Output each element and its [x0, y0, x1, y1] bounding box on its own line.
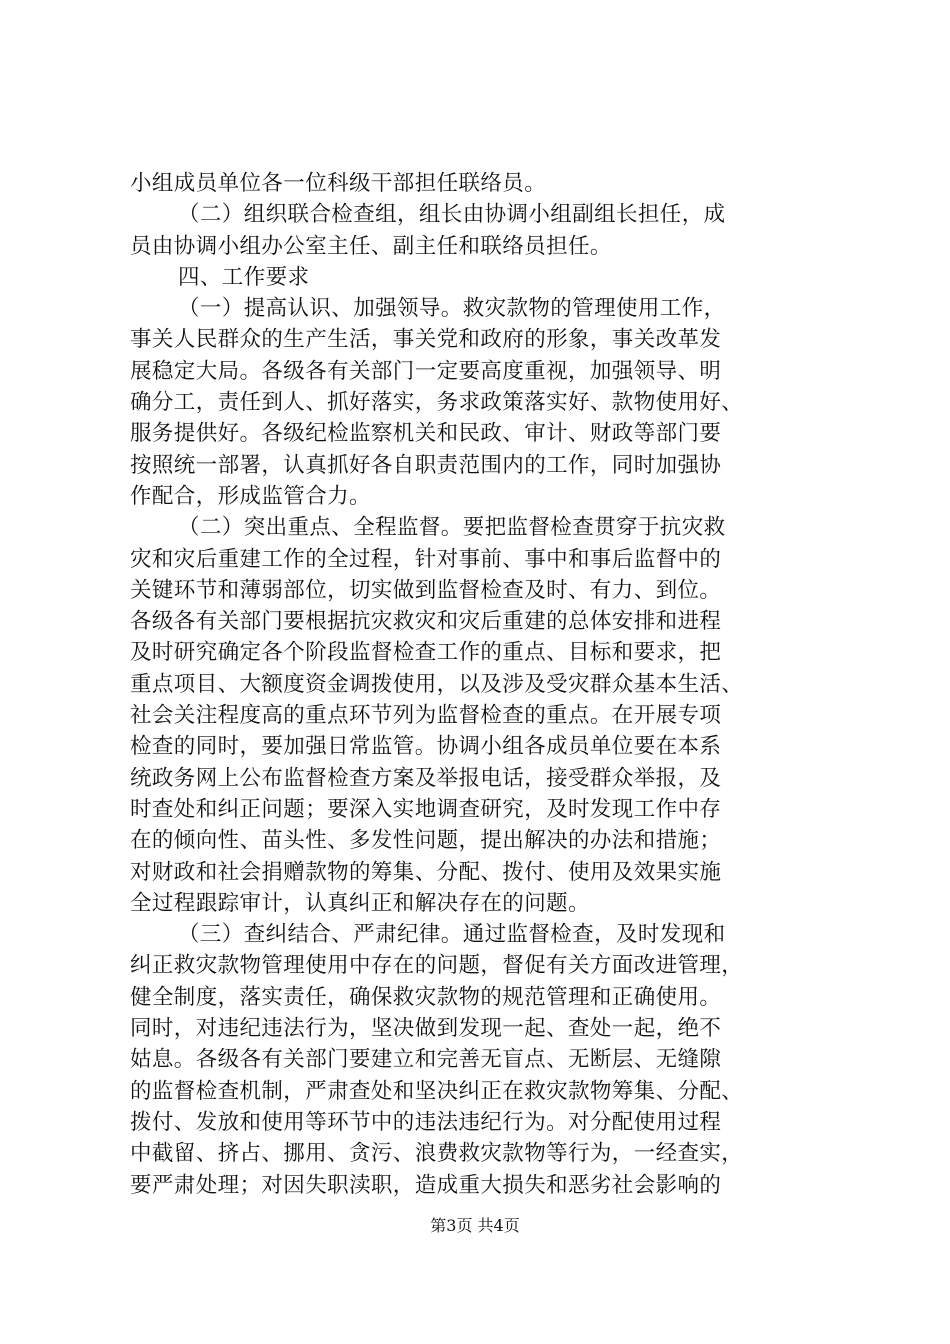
text-line: 按照统一部署，认真抓好各自职责范围内的工作，同时加强协	[130, 452, 722, 478]
text-line: 检查的同时，要加强日常监管。协调小组各成员单位要在本系	[130, 734, 722, 760]
text-line: （二）突出重点、全程监督。要把监督检查贯穿于抗灾救	[178, 515, 726, 541]
text-line: 全过程跟踪审计，认真纠正和解决存在的问题。	[130, 890, 590, 916]
text-line: 统政务网上公布监督检查方案及举报电话，接受群众举报，及	[130, 765, 722, 791]
text-line: 员由协调小组办公室主任、副主任和联络员担任。	[130, 233, 612, 259]
text-line: （三）查纠结合、严肃纪律。通过监督检查，及时发现和	[178, 922, 726, 948]
text-line: 同时，对违纪违法行为，坚决做到发现一起、查处一起，绝不	[130, 1016, 722, 1042]
page-footer: 第3页 共4页	[430, 1216, 520, 1235]
text-line: 及时研究确定各个阶段监督检查工作的重点、目标和要求，把	[130, 640, 722, 666]
text-line: 中截留、挤占、挪用、贪污、浪费救灾款物等行为，一经查实，	[130, 1141, 744, 1167]
text-line: 小组成员单位各一位科级干部担任联络员。	[130, 171, 547, 196]
text-line: 展稳定大局。各级各有关部门一定要高度重视，加强领导、明	[130, 358, 722, 384]
text-line: 健全制度，落实责任，确保救灾款物的规范管理和正确使用。	[130, 984, 722, 1010]
text-line: 作配合，形成监管合力。	[130, 483, 371, 509]
text-line: 对财政和社会捐赠款物的筹集、分配、拨付、使用及效果实施	[130, 859, 722, 885]
text-line: 拨付、发放和使用等环节中的违法违纪行为。对分配使用过程	[130, 1109, 722, 1135]
text-line: 社会关注程度高的重点环节列为监督检查的重点。在开展专项	[130, 703, 722, 729]
text-line: 事关人民群众的生产生活，事关党和政府的形象，事关改革发	[130, 327, 722, 353]
text-line: 纠正救灾款物管理使用中存在的问题，督促有关方面改进管理，	[130, 953, 744, 979]
text-line: （一）提高认识、加强领导。救灾款物的管理使用工作，	[178, 296, 726, 322]
text-line: 重点项目、大额度资金调拨使用，以及涉及受灾群众基本生活、	[130, 671, 744, 697]
text-line: 在的倾向性、苗头性、多发性问题，提出解决的办法和措施；	[130, 828, 722, 854]
text-line: 的监督检查机制，严肃查处和坚决纠正在救灾款物筹集、分配、	[130, 1078, 744, 1104]
text-line: 服务提供好。各级纪检监察机关和民政、审计、财政等部门要	[130, 421, 722, 447]
text-line: 要严肃处理；对因失职渎职，造成重大损失和恶劣社会影响的	[130, 1172, 722, 1198]
text-line: 灾和灾后重建工作的全过程，针对事前、事中和事后监督中的	[130, 546, 722, 572]
text-line: 姑息。各级各有关部门要建立和完善无盲点、无断层、无缝隙	[130, 1047, 722, 1073]
text-line: 关键环节和薄弱部位，切实做到监督检查及时、有力、到位。	[130, 577, 722, 603]
text-line: 确分工，责任到人、抓好落实，务求政策落实好、款物使用好、	[130, 390, 744, 416]
text-line: 四、工作要求	[178, 264, 310, 290]
text-line: （二）组织联合检查组，组长由协调小组副组长担任，成	[178, 202, 726, 228]
text-line: 各级各有关部门要根据抗灾救灾和灾后重建的总体安排和进程	[130, 609, 722, 635]
text-line: 时查处和纠正问题；要深入实地调查研究，及时发现工作中存	[130, 796, 722, 822]
document-body	[130, 168, 830, 1201]
